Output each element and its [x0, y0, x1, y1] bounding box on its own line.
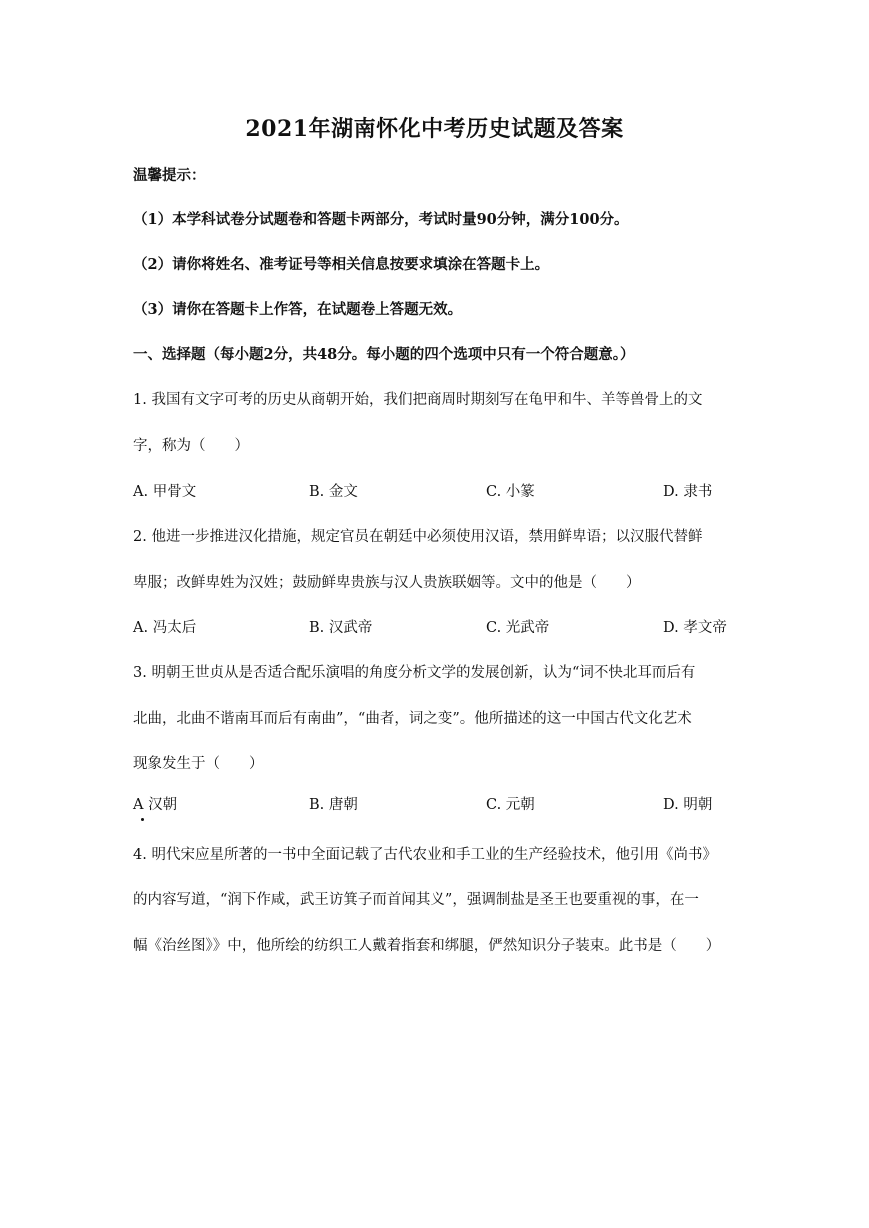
question-3-option-b: B. 唐朝: [309, 797, 358, 813]
question-2-option-c: C. 光武帝: [486, 620, 550, 636]
question-3-options: [133, 795, 773, 815]
question-1-option-d: D. 隶书: [663, 484, 713, 500]
question-3-option-c: C. 元朝: [486, 797, 535, 813]
question-3-line-1: 3. 明朝王世贞从是否适合配乐演唱的角度分析文学的发展创新，认为“词不快北耳而后有: [133, 665, 696, 681]
notice-item-2: （2）请你将姓名、准考证号等相关信息按要求填涂在答题卡上。: [133, 256, 550, 273]
question-3-line-2: 北曲，北曲不谐南耳而后有南曲”，“曲者，词之变”。他所描述的这一中国古代文化艺术: [133, 711, 692, 727]
question-4-line-2: 的内容写道，“润下作咸，武王访箕子而首闻其义”，强调制盐是圣王也要重视的事，在一: [133, 892, 699, 908]
question-2-options: [133, 618, 773, 638]
question-1-option-c: C. 小篆: [486, 484, 535, 500]
question-4-line-1: 4. 明代宋应星所著的一书中全面记载了古代农业和手工业的生产经验技术，他引用《尚书》: [133, 847, 717, 863]
question-2-option-b: B. 汉武帝: [309, 620, 373, 636]
section-heading: 一、选择题（每小题2分，共48分。每小题的四个选项中只有一个符合题意。）: [133, 346, 635, 363]
question-1-options: [133, 482, 773, 502]
notice-heading: 温馨提示：: [133, 167, 206, 184]
question-1-line-1: 1. 我国有文字可考的历史从商朝开始，我们把商周时期刻写在龟甲和牛、羊等兽骨上的文: [133, 392, 703, 408]
question-3-line-3: 现象发生于（ ）: [133, 756, 264, 772]
notice-item-1: （1）本学科试卷分试题卷和答题卡两部分，考试时量90分钟，满分100分。: [133, 211, 629, 228]
question-1-line-2: 字，称为（ ）: [133, 438, 249, 454]
stray-dot-mark: [141, 818, 144, 821]
question-3-option-d: D. 明朝: [663, 797, 713, 813]
question-2-option-d: D. 孝文帝: [663, 620, 727, 636]
question-2-line-1: 2. 他进一步推进汉化措施，规定官员在朝廷中必须使用汉语，禁用鲜卑语；以汉服代替鲜: [133, 529, 703, 545]
question-1-option-a: A. 甲骨文: [133, 484, 197, 500]
question-2-option-a: A. 冯太后: [133, 620, 197, 636]
question-3-option-a: A 汉朝: [133, 797, 178, 813]
document-title: 2021年湖南怀化中考历史试题及答案: [245, 116, 624, 142]
notice-item-3: （3）请你在答题卡上作答，在试题卷上答题无效。: [133, 301, 463, 318]
question-4-line-3: 幅《治丝图》》中，他所绘的纺织工人戴着指套和绑腿，俨然知识分子装束。此书是（ ）: [133, 938, 721, 954]
question-1-option-b: B. 金文: [309, 484, 358, 500]
question-2-line-2: 卑服；改鲜卑姓为汉姓；鼓励鲜卑贵族与汉人贵族联姻等。文中的他是（ ）: [133, 575, 641, 591]
